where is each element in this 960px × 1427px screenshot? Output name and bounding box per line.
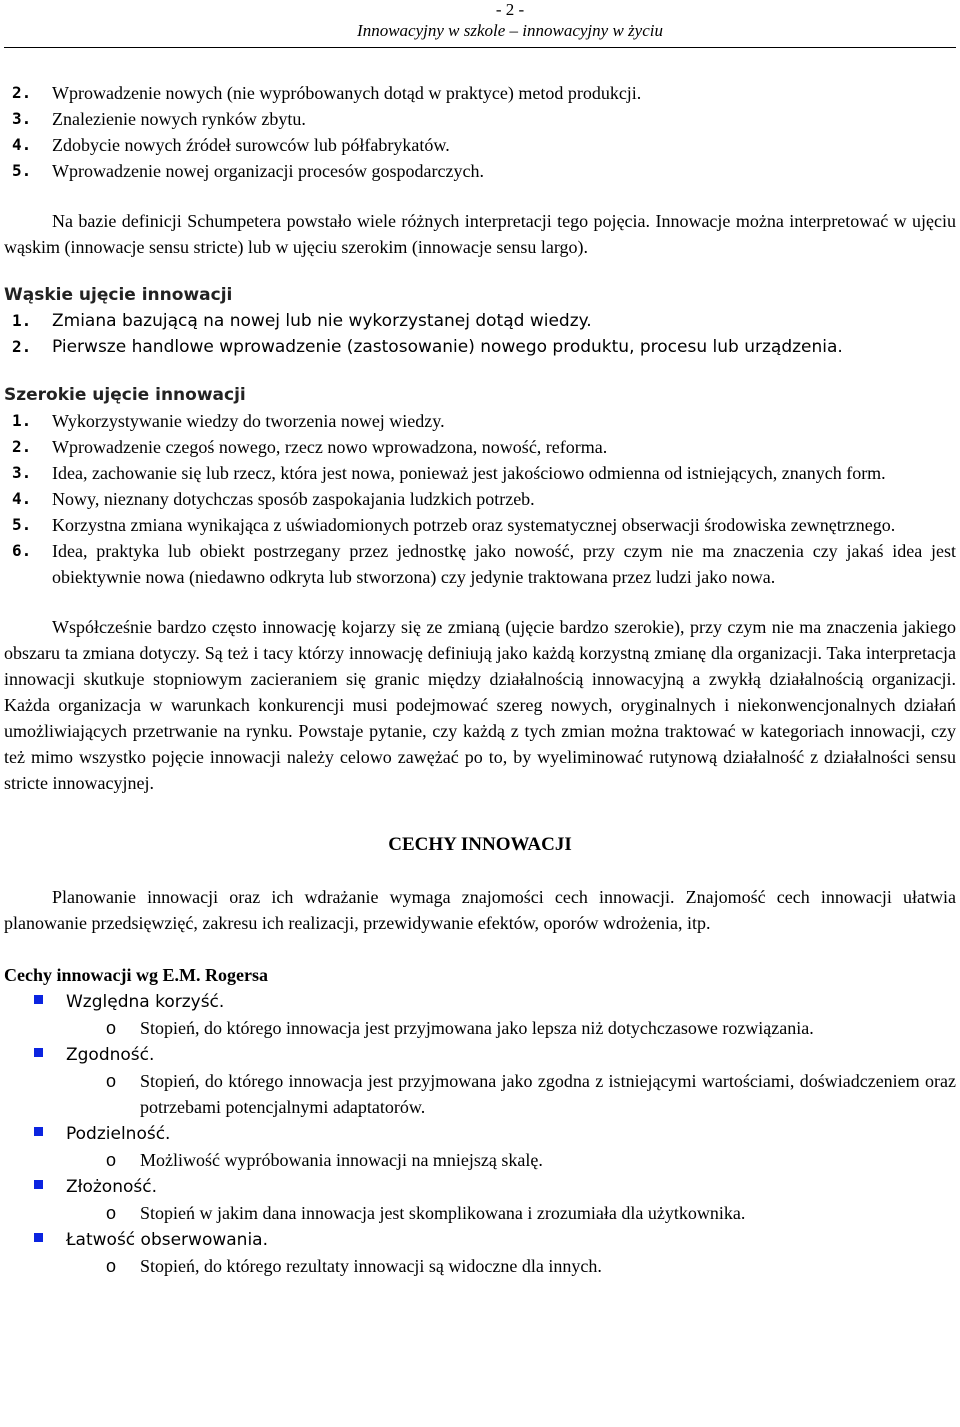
list-item: 4. Nowy, nieznany dotychczas sposób zaspokajania ludzkich potrzeb.	[12, 489, 535, 509]
rogers-subitem: o Stopień w jakim dana innowacja jest skomplikowana i zrozumiała dla użytkownika.	[66, 1200, 956, 1226]
list-item: 1. Wykorzystywanie wiedzy do tworzenia nowej wiedzy.	[12, 411, 445, 431]
page-number: - 2 -	[495, 0, 525, 19]
circle-bullet-icon: o	[106, 1150, 117, 1170]
narrow-list	[4, 308, 956, 360]
header-rule	[4, 47, 956, 48]
rogers-item: Zgodność. o Stopień, do którego innowacja jest przyjmowana jako zgodna z istniejącymi wartościami, doświadczeniem oraz potrzebami potencjalnymi adaptatorów.	[4, 1041, 956, 1120]
innovation-types-list	[4, 80, 956, 184]
rogers-subitem: o Możliwość wypróbowania innowacji na mniejszą skalę.	[66, 1147, 956, 1173]
list-item: 3. Znalezienie nowych rynków zbytu.	[12, 109, 306, 129]
list-item: 5. Korzystna zmiana wynikająca z uświadomionych potrzeb oraz systematycznej obserwacji środowiska zewnętrznego.	[12, 515, 896, 535]
circle-bullet-icon: o	[106, 1256, 117, 1276]
square-bullet-icon	[34, 995, 43, 1004]
list-item: 1. Zmiana bazującą na nowej lub nie wykorzystanej dotąd wiedzy.	[12, 311, 592, 331]
circle-bullet-icon: o	[106, 1018, 117, 1038]
rogers-heading: Cechy innowacji wg E.M. Rogersa	[4, 965, 268, 985]
broad-heading: Szerokie ujęcie innowacji	[4, 385, 246, 405]
rogers-item: Podzielność. o Możliwość wypróbowania innowacji na mniejszą skalę.	[4, 1120, 956, 1173]
square-bullet-icon	[34, 1127, 43, 1136]
narrow-heading: Wąskie ujęcie innowacji	[4, 285, 233, 305]
rogers-subitem: o Stopień, do którego innowacja jest przyjmowana jako lepsza niż dotychczasowe rozwiązania.	[66, 1015, 956, 1041]
list-item: 5. Wprowadzenie nowej organizacji procesów gospodarczych.	[12, 161, 484, 181]
rogers-item: Względna korzyść. o Stopień, do którego innowacja jest przyjmowana jako lepsza niż dotychczasowe rozwiązania.	[4, 988, 956, 1041]
page-header	[4, 0, 956, 41]
paragraph-modern: Współcześnie bardzo często innowację kojarzy się ze zmianą (ujęcie bardzo szerokie), przy czym nie ma znaczenia jakiego obszaru ta zmiana dotyczy. Są też i tacy którzy innowację definiują jako każdą korzystną zmianę dla organizacji. Taka interpretacja innowacji skutkuje stopniowym zacieraniem się granic między działalnością innowacyjną a zwykłą działalnością organizacji. Każda organizacja w warunkach konkurencji musi podejmować szereg nowych, oryginalnych i niekonwencjonalnych działań umożliwiających przetrwanie na rynku. Powstaje pytanie, czy każdą z tych zmian można traktować w kategoriach innowacji, czy też mimo wszystko pojęcie innowacji należy celowo zawężać po to, by wyeliminować rutynową działalność z działalności sensu stricte innowacyjnej.	[4, 617, 956, 793]
section-title: CECHY INNOWACJI	[388, 834, 572, 855]
rogers-item: Złożoność. o Stopień w jakim dana innowacja jest skomplikowana i zrozumiała dla użytkownika.	[4, 1173, 956, 1226]
list-item: 4. Zdobycie nowych źródeł surowców lub półfabrykatów.	[12, 135, 450, 155]
list-item: 2. Wprowadzenie czegoś nowego, rzecz nowo wprowadzona, nowość, reforma.	[12, 437, 608, 457]
square-bullet-icon	[34, 1233, 43, 1242]
list-item: 3. Idea, zachowanie się lub rzecz, która jest nowa, ponieważ jest jakościowo odmienna od istniejących, znanych form.	[12, 463, 886, 483]
running-title: Innowacyjny w szkole – innowacyjny w życiu	[357, 21, 663, 40]
list-item: 2. Pierwsze handlowe wprowadzenie (zastosowanie) nowego produktu, procesu lub urządzenia.	[12, 337, 843, 357]
square-bullet-icon	[34, 1048, 43, 1057]
rogers-subitem: o Stopień, do którego innowacja jest przyjmowana jako zgodna z istniejącymi wartościami, doświadczeniem oraz potrzebami potencjalnymi adaptatorów.	[66, 1068, 956, 1120]
square-bullet-icon	[34, 1180, 43, 1189]
circle-bullet-icon: o	[106, 1071, 117, 1091]
list-item: 6. Idea, praktyka lub obiekt postrzegany przez jednostkę jako nowość, przy czym nie ma znaczenia czy jakaś idea jest obiektywnie nowa (niedawno odkryta lub stworzona) czy jedynie traktowana przez ludzi jako nowa.	[12, 541, 956, 587]
paragraph-planning: Planowanie innowacji oraz ich wdrażanie wymaga znajomości cech innowacji. Znajomość cech innowacji ułatwia planowanie przedsięwzięć, zakresu ich realizacji, przewidywanie efektów, oporów wdrożenia, itp.	[4, 887, 956, 933]
circle-bullet-icon: o	[106, 1203, 117, 1223]
rogers-list	[4, 988, 956, 1279]
paragraph-schumpeter: Na bazie definicji Schumpetera powstało wiele różnych interpretacji tego pojęcia. Innowacje można interpretować w ujęciu wąskim (innowacje sensu stricte) lub w ujęciu szerokim (innowacje sensu largo).	[4, 211, 956, 257]
broad-list	[4, 408, 956, 590]
rogers-subitem: o Stopień, do którego rezultaty innowacji są widoczne dla innych.	[66, 1253, 956, 1279]
list-item: 2. Wprowadzenie nowych (nie wypróbowanych dotąd w praktyce) metod produkcji.	[12, 83, 642, 103]
rogers-item: Łatwość obserwowania. o Stopień, do którego rezultaty innowacji są widoczne dla innych.	[4, 1226, 956, 1279]
